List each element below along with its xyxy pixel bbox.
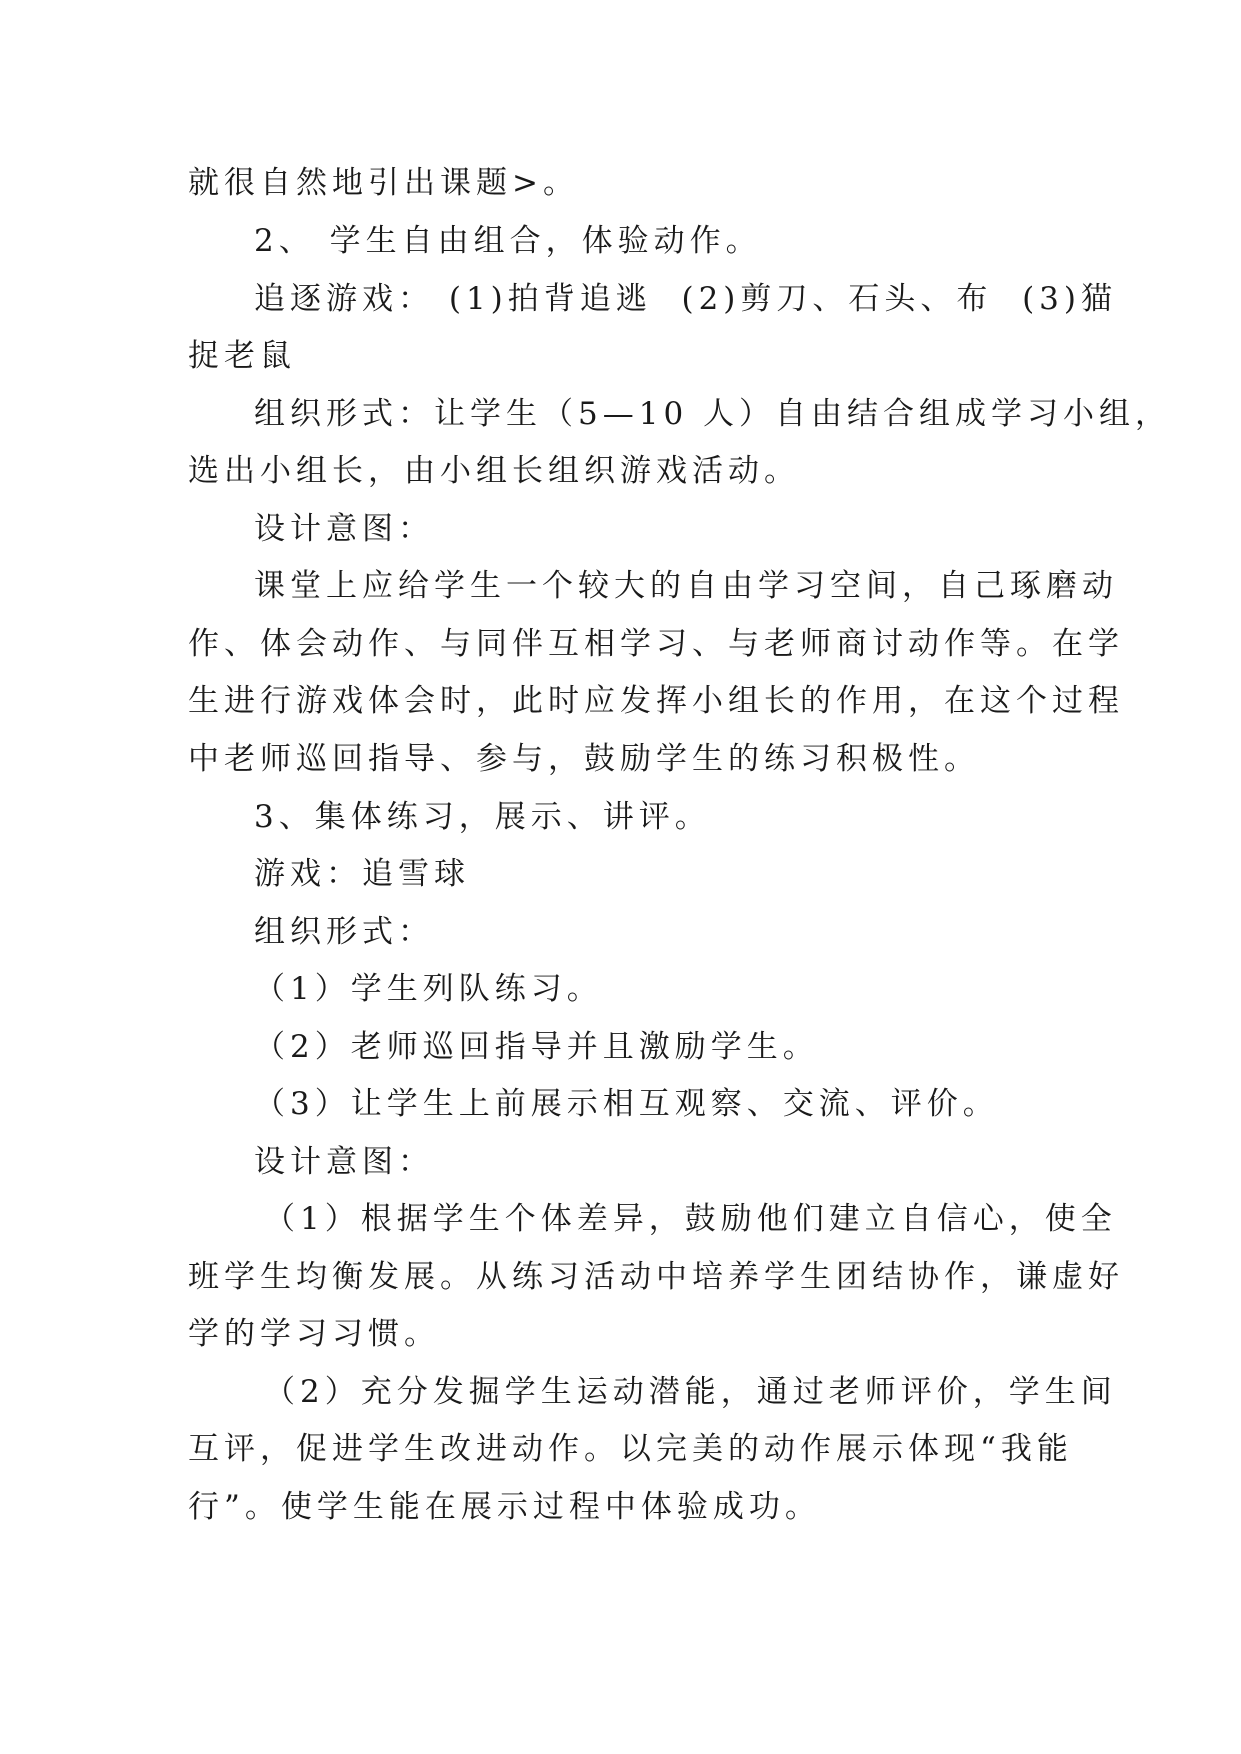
text-line: 互评，促进学生改进动作。以完美的动作展示体现“我能 (188, 1431, 1073, 1467)
text-line: 捉老鼠 (188, 338, 296, 374)
text-line: 学的学习习惯。 (188, 1316, 440, 1352)
text-line: 3、集体练习，展示、讲评。 (254, 799, 711, 835)
text-line: 生进行游戏体会时，此时应发挥小组长的作用，在这个过程 (188, 683, 1124, 719)
text-line: 游戏：追雪球 (254, 856, 470, 892)
text-line: 追逐游戏： (1)拍背追逃 (2)剪刀、石头、布 (3)猫 (254, 281, 1118, 317)
text-line: 课堂上应给学生一个较大的自由学习空间，自己琢磨动 (254, 568, 1118, 604)
text-line: 2、 学生自由组合，体验动作。 (254, 223, 762, 259)
text-line: 就很自然地引出课题>。 (188, 165, 579, 201)
text-line: 组织形式： (254, 914, 434, 950)
text-line: （1）学生列队练习。 (254, 971, 603, 1007)
text-line: 作、体会动作、与同伴互相学习、与老师商讨动作等。在学 (188, 626, 1124, 662)
text-line: 行”。使学生能在展示过程中体验成功。 (188, 1489, 821, 1525)
text-line: （2）老师巡回指导并且激励学生。 (254, 1029, 819, 1065)
text-line: 班学生均衡发展。从练习活动中培养学生团结协作，谦虚好 (188, 1259, 1124, 1295)
text-line: 中老师巡回指导、参与，鼓励学生的练习积极性。 (188, 741, 980, 777)
text-line: 选出小组长，由小组长组织游戏活动。 (188, 453, 800, 489)
text-line: 组织形式：让学生（5—10 人）自由结合组成学习小组， (254, 396, 1172, 432)
text-line: 设计意图： (254, 511, 434, 547)
text-line: （2）充分发掘学生运动潜能，通过老师评价，学生间 (264, 1374, 1117, 1410)
text-line: （3）让学生上前展示相互观察、交流、评价。 (254, 1086, 999, 1122)
text-line: 设计意图： (254, 1144, 434, 1180)
text-line: （1）根据学生个体差异，鼓励他们建立自信心，使全 (264, 1201, 1117, 1237)
